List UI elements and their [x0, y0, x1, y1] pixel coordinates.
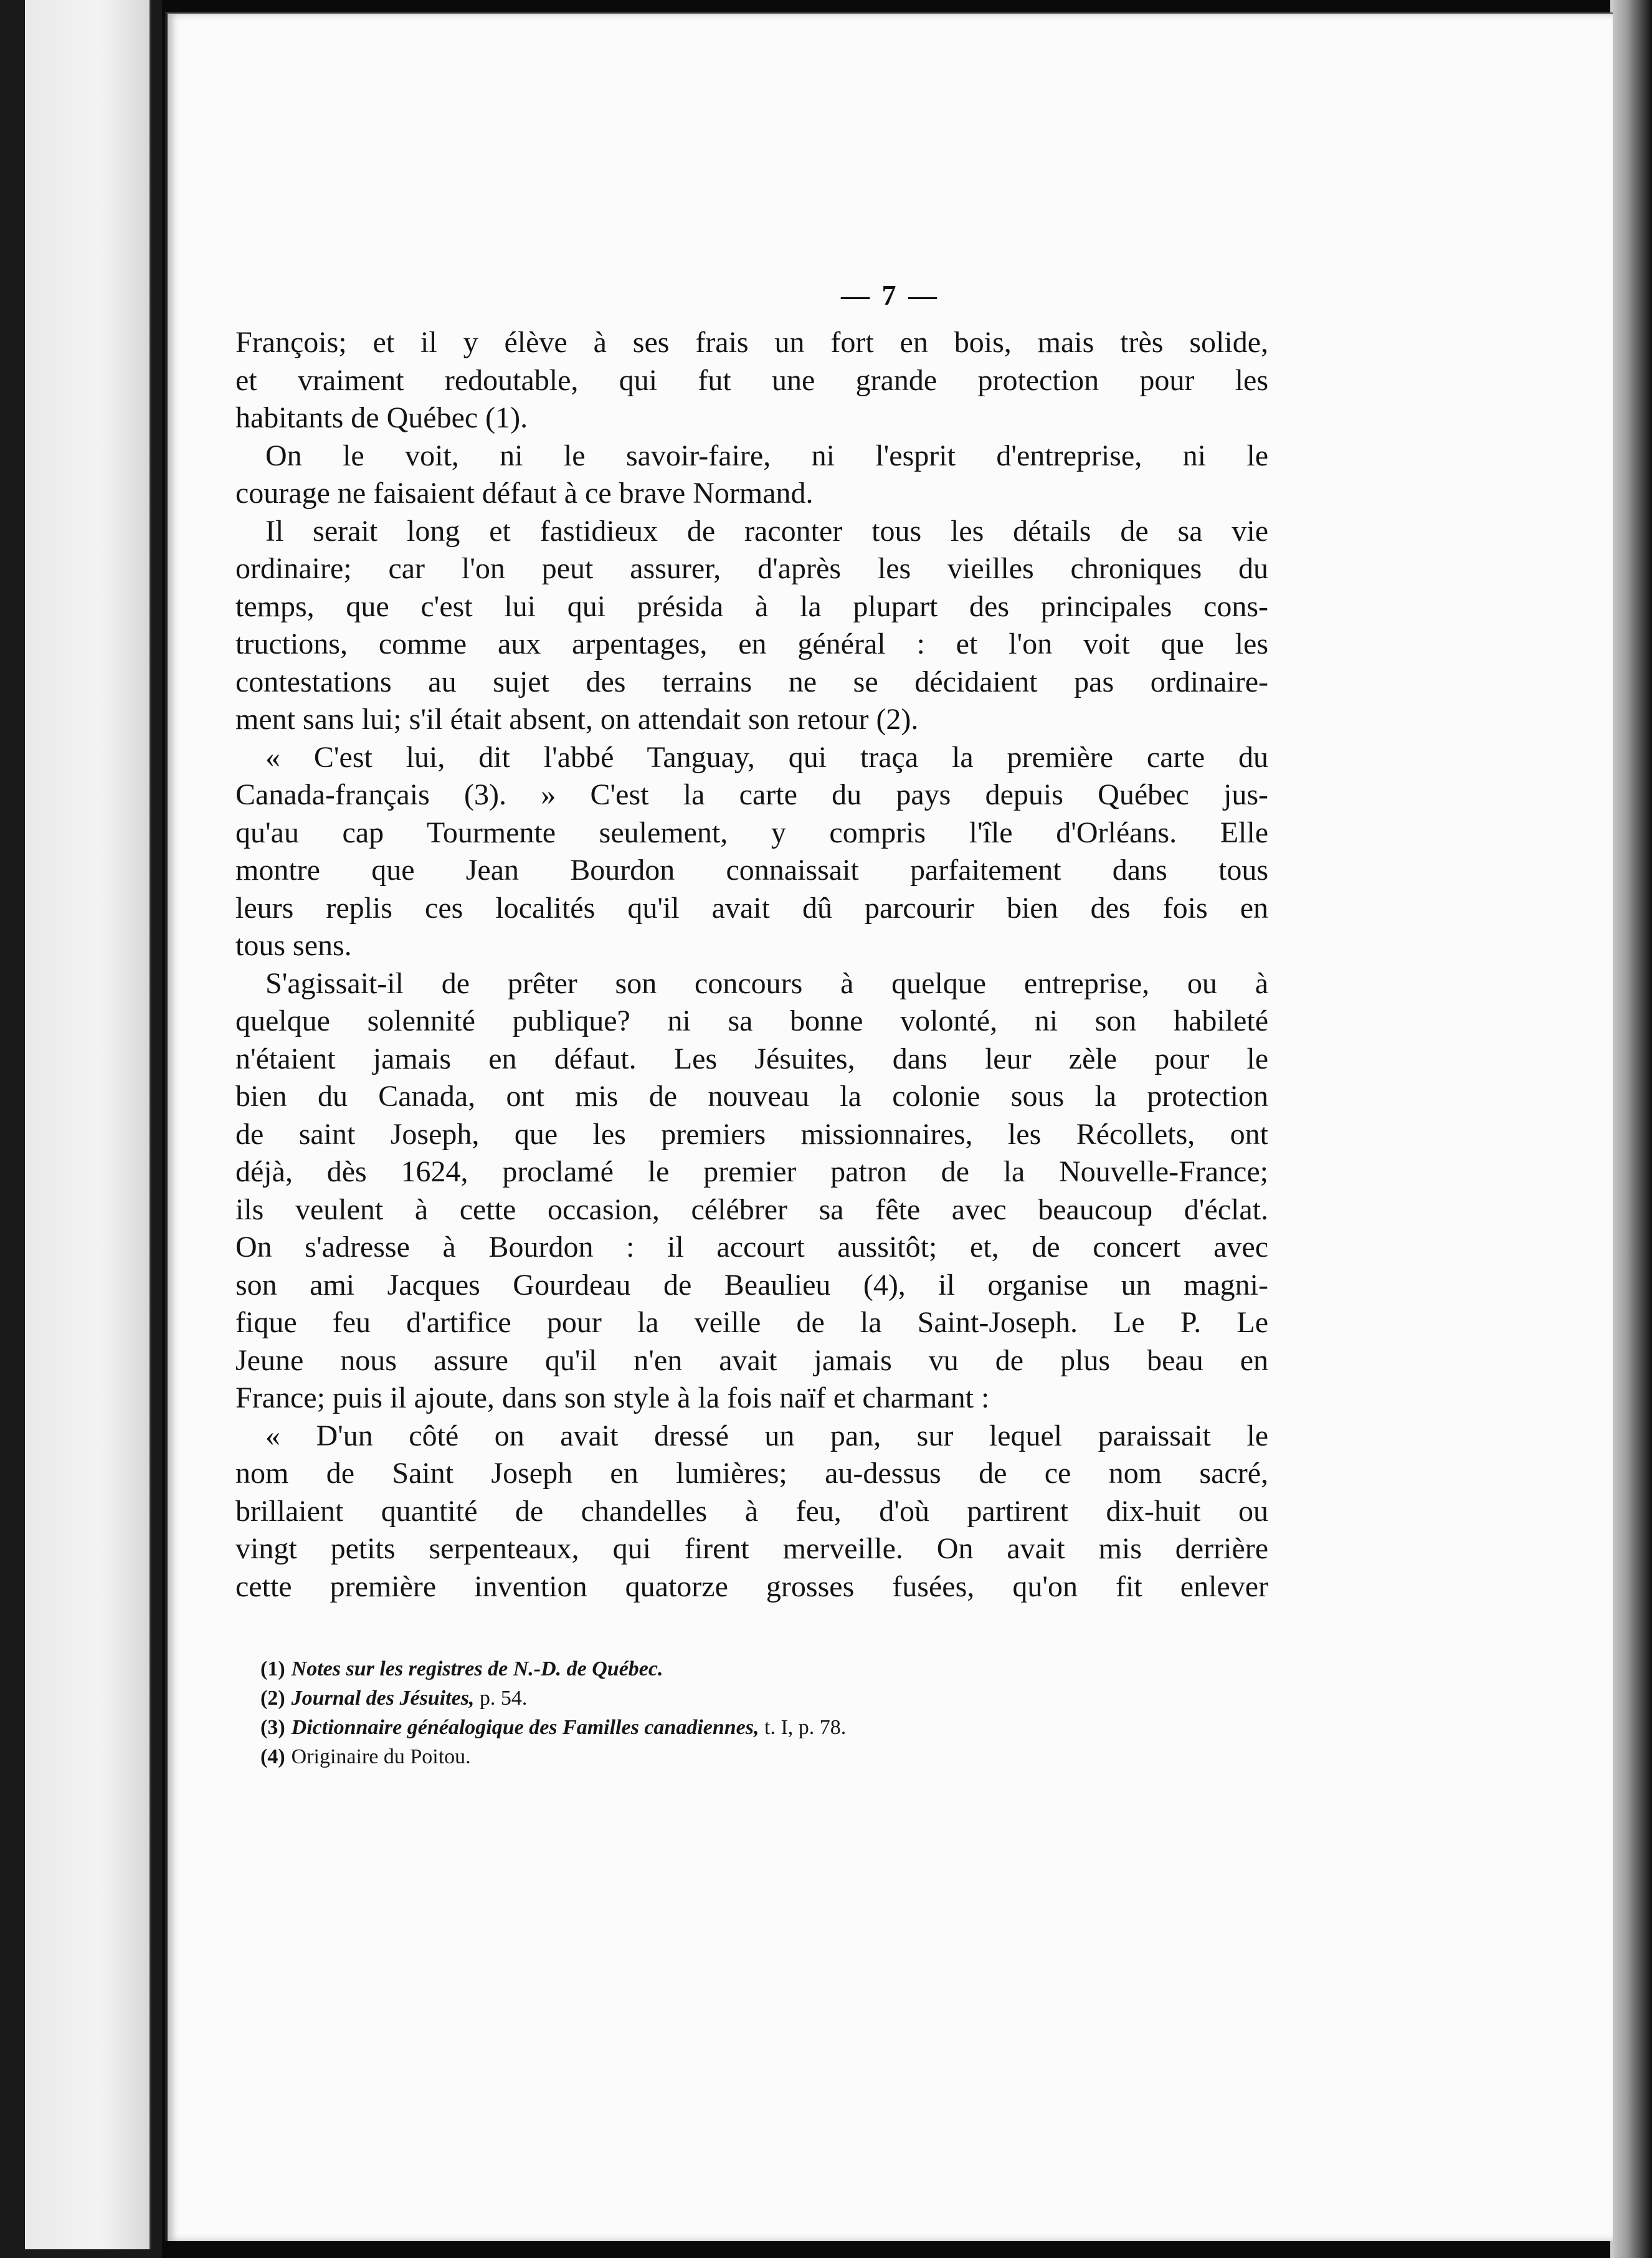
text-line: France; puis il ajoute, dans son style à la fois naïf et charmant :	[235, 1381, 990, 1414]
text-line: montre que Jean Bourdon connaissait parfaitement dans tous	[235, 854, 1268, 887]
footnote-title: Notes sur les registres de N.-D. de Québec.	[291, 1657, 663, 1680]
text-line: courage ne faisaient défaut à ce brave Normand.	[235, 477, 814, 510]
text-line: son ami Jacques Gourdeau de Beaulieu (4), il organise un magni-	[235, 1268, 1268, 1302]
text-line: tructions, comme aux arpentages, en général : et l'on voit que les	[235, 627, 1268, 660]
previous-page-strip	[25, 0, 151, 2249]
text-line: temps, que c'est lui qui présida à la plupart des principales cons-	[235, 589, 1268, 623]
text-line: On s'adresse à Bourdon : il accourt aussitôt; et, de concert avec	[235, 1231, 1268, 1264]
footnote-number: (2)	[260, 1687, 285, 1710]
text-line: François; et il y élève à ses frais un fort en bois, mais très solide,	[235, 326, 1268, 359]
text-line: nom de Saint Joseph en lumières; au-dessus de ce nom sacré,	[235, 1457, 1268, 1490]
text-line: bien du Canada, ont mis de nouveau la colonie sous la protection	[235, 1080, 1268, 1113]
text-line: leurs replis ces localités qu'il avait dû parcourir bien des fois en	[235, 891, 1268, 925]
text-line: ils veulent à cette occasion, célébrer sa fête avec beaucoup d'éclat.	[235, 1193, 1268, 1226]
footnote	[260, 1713, 1195, 1742]
footnote-text: p. 54.	[474, 1687, 528, 1710]
text-line: ordinaire; car l'on peut assurer, d'après les vieilles chroniques du	[235, 552, 1268, 585]
text-line: On le voit, ni le savoir-faire, ni l'esprit d'entreprise, ni le	[265, 439, 1268, 472]
footnote-number: (4)	[260, 1745, 285, 1768]
text-line: cette première invention quatorze grosses fusées, qu'on fit enlever	[235, 1570, 1268, 1603]
footnote-number: (3)	[260, 1716, 285, 1739]
text-line: S'agissait-il de prêter son concours à quelque entreprise, ou à	[265, 966, 1268, 1000]
text-line: n'étaient jamais en défaut. Les Jésuites, dans leur zèle pour le	[235, 1042, 1268, 1075]
previous-page-edge	[0, 0, 162, 2258]
text-line: « D'un côté on avait dressé un pan, sur lequel paraissait le	[265, 1419, 1268, 1452]
footnote	[260, 1742, 1195, 1771]
text-line: tous sens.	[235, 929, 352, 962]
text-line: « C'est lui, dit l'abbé Tanguay, qui traça la première carte du	[265, 740, 1268, 774]
footnote-text: Originaire du Poitou.	[291, 1745, 471, 1768]
text-line: contestations au sujet des terrains ne se décidaient pas ordinaire-	[235, 665, 1268, 698]
page-number: — 7 —	[841, 279, 939, 311]
text-line: Canada-français (3). » C'est la carte du pays depuis Québec jus-	[235, 778, 1268, 811]
text-line: brillaient quantité de chandelles à feu, d'où partirent dix-huit ou	[235, 1494, 1268, 1528]
footnotes	[260, 1654, 1195, 1771]
page-right-edge	[1610, 0, 1652, 2258]
text-line: déjà, dès 1624, proclamé le premier patron de la Nouvelle-France;	[235, 1155, 1268, 1188]
text-line: Il serait long et fastidieux de raconter tous les détails de sa vie	[265, 514, 1268, 548]
text-line: habitants de Québec (1).	[235, 401, 528, 434]
text-line: ment sans lui; s'il était absent, on attendait son retour (2).	[235, 703, 919, 736]
text-line: fique feu d'artifice pour la veille de la Saint-Joseph. Le P. Le	[235, 1306, 1268, 1339]
text-line: de saint Joseph, que les premiers missionnaires, les Récollets, ont	[235, 1117, 1268, 1151]
text-line: quelque solennité publique? ni sa bonne volonté, ni son habileté	[235, 1004, 1268, 1037]
body-text	[235, 324, 1268, 1606]
footnote-title: Dictionnaire généalogique des Familles canadiennes,	[291, 1716, 759, 1739]
footnote-title: Journal des Jésuites,	[291, 1687, 475, 1710]
text-line: et vraiment redoutable, qui fut une grande protection pour les	[235, 363, 1268, 397]
footnote	[260, 1684, 1195, 1713]
text-line: vingt petits serpenteaux, qui firent merveille. On avait mis derrière	[235, 1532, 1268, 1565]
footnote	[260, 1654, 1195, 1684]
text-line: qu'au cap Tourmente seulement, y compris l'île d'Orléans. Elle	[235, 816, 1268, 849]
footnote-text: t. I, p. 78.	[759, 1716, 847, 1739]
footnote-number: (1)	[260, 1657, 285, 1680]
text-line: Jeune nous assure qu'il n'en avait jamais vu de plus beau en	[235, 1343, 1268, 1377]
